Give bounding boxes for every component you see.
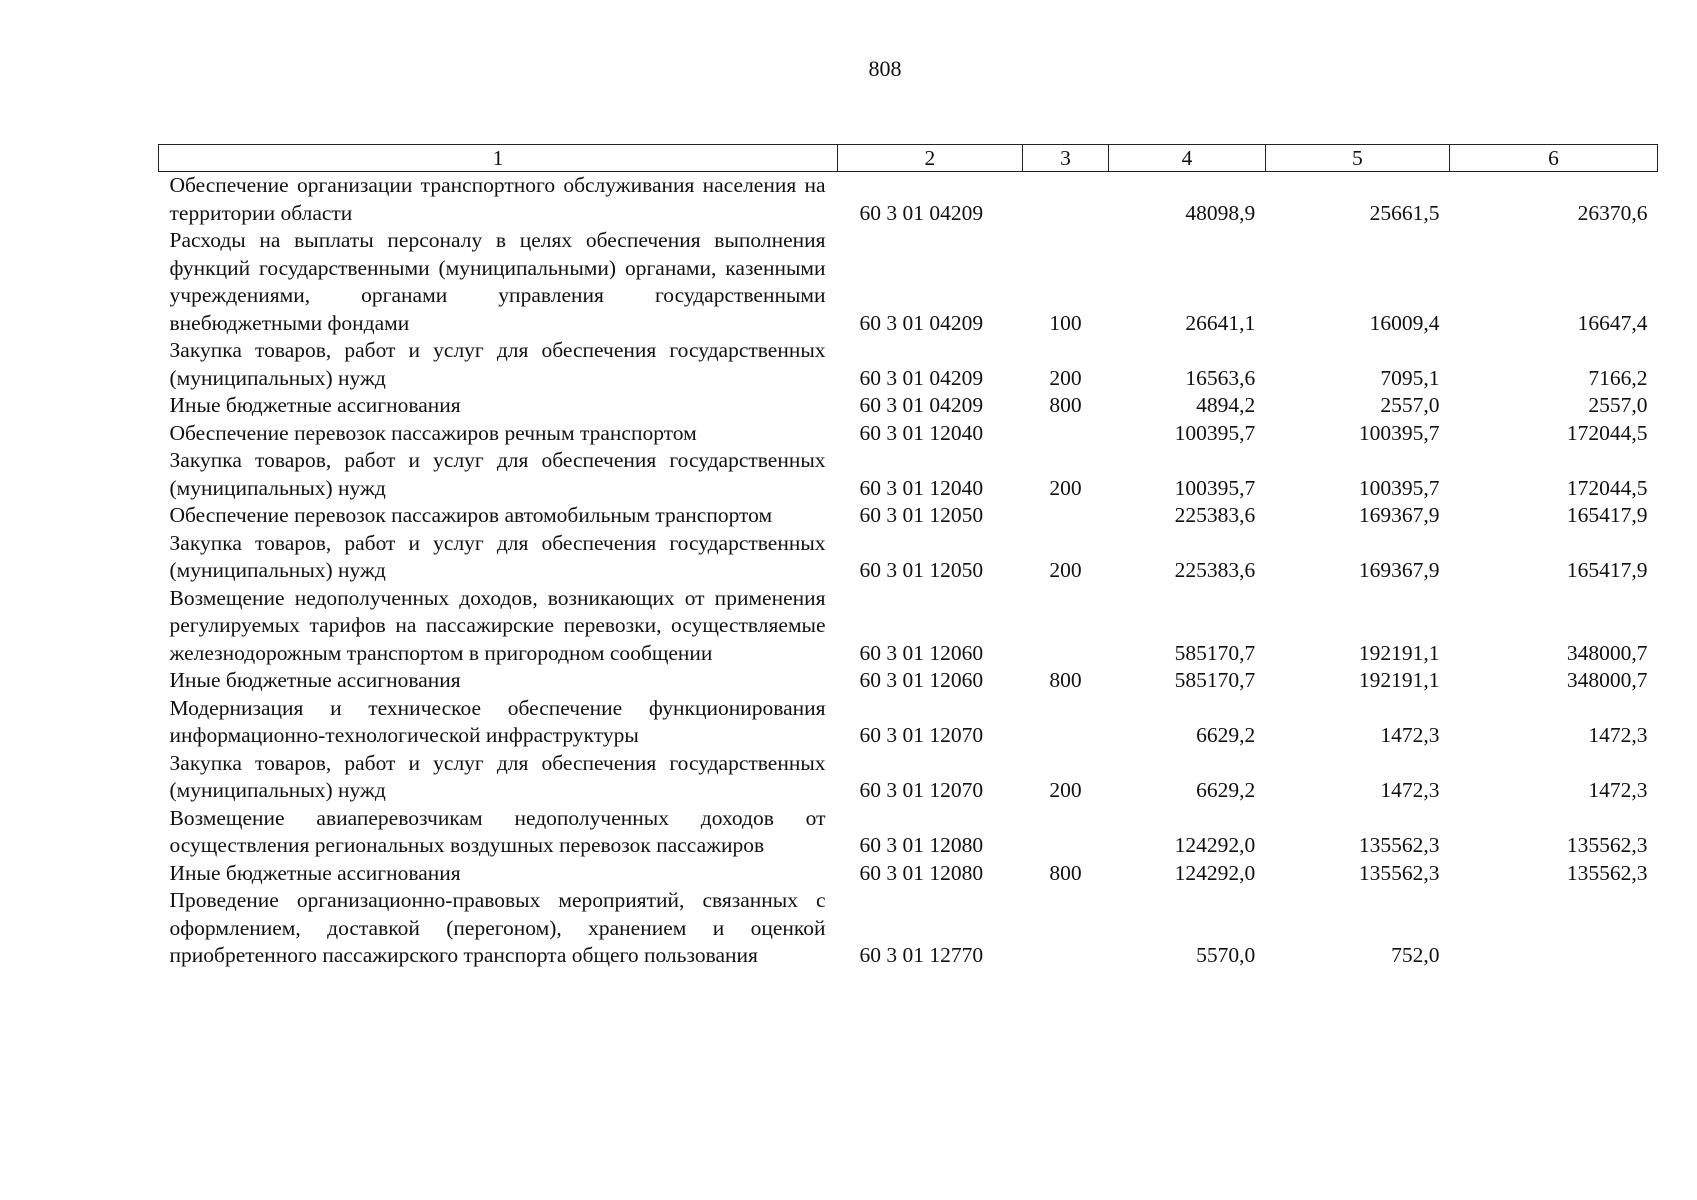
table-row — [159, 530, 1658, 585]
column-header-1: 1 — [159, 145, 838, 172]
row-value-col6: 2557,0 — [1588, 393, 1648, 417]
row-code-cell: 60 3 01 12060 — [859, 668, 984, 692]
row-code-cell: 60 3 01 04209 — [859, 200, 984, 225]
row-name-cell: Обеспечение организации транспортного обслуживания населения на территории области — [169, 173, 826, 225]
row-value-col6: 135562,3 — [1566, 860, 1648, 885]
row-value-col5: 169367,9 — [1358, 503, 1440, 527]
row-value-col4: 6629,2 — [1196, 723, 1256, 747]
row-value-col6: 172044,5 — [1566, 420, 1648, 445]
table-header-row — [159, 145, 1658, 172]
table-row — [159, 887, 1658, 970]
row-value-col4: 124292,0 — [1174, 860, 1256, 885]
row-value-col5: 7095,1 — [1380, 365, 1440, 390]
row-value-col6 — [1449, 887, 1657, 970]
table-row — [159, 750, 1658, 805]
row-type-cell: 200 — [1049, 475, 1082, 500]
row-code-cell: 60 3 01 04209 — [859, 365, 984, 390]
table-row — [159, 805, 1658, 860]
row-type-cell — [1022, 172, 1109, 228]
row-value-col4: 6629,2 — [1196, 778, 1256, 802]
row-code-cell: 60 3 01 12050 — [859, 558, 984, 582]
row-value-col5: 100395,7 — [1358, 420, 1440, 445]
row-value-col5: 1472,3 — [1380, 778, 1440, 802]
row-value-col5: 192191,1 — [1358, 668, 1440, 692]
row-name-cell: Расходы на выплаты персоналу в целях обеспечения выполнения функций государственными (муниципальными) органами, казенными учреждениями, органами управления государственными внебюджетными фондами — [169, 228, 826, 335]
row-name-cell: Модернизация и техническое обеспечение функционирования информационно-технологической инфраструктуры — [169, 695, 826, 747]
row-value-col5: 25661,5 — [1369, 200, 1440, 225]
row-value-col4: 100395,7 — [1174, 420, 1256, 445]
table-row — [159, 447, 1658, 502]
row-type-cell: 800 — [1049, 668, 1082, 692]
row-code-cell: 60 3 01 12040 — [859, 420, 984, 445]
table-body — [159, 172, 1658, 970]
column-header-6: 6 — [1449, 145, 1657, 172]
row-code-cell: 60 3 01 12050 — [859, 503, 984, 527]
table-row — [159, 860, 1658, 888]
row-type-cell — [1022, 695, 1109, 750]
row-value-col6: 1472,3 — [1588, 723, 1648, 747]
row-value-col4: 585170,7 — [1174, 640, 1256, 665]
row-code-cell: 60 3 01 12040 — [859, 475, 984, 500]
row-value-col5: 135562,3 — [1358, 860, 1440, 885]
row-value-col6: 7166,2 — [1588, 365, 1648, 390]
row-type-cell: 800 — [1049, 393, 1082, 417]
row-value-col6: 165417,9 — [1566, 558, 1648, 582]
row-name-cell: Закупка товаров, работ и услуг для обеспечения государственных (муниципальных) нужд — [169, 530, 826, 582]
row-value-col4: 16563,6 — [1185, 365, 1256, 390]
row-value-col5: 16009,4 — [1369, 310, 1440, 335]
row-value-col5: 135562,3 — [1358, 833, 1440, 857]
row-value-col4: 26641,1 — [1185, 310, 1256, 335]
row-name-cell: Обеспечение перевозок пассажиров автомобильным транспортом — [169, 503, 773, 527]
row-type-cell: 200 — [1049, 778, 1082, 802]
row-type-cell — [1022, 585, 1109, 668]
row-name-cell: Иные бюджетные ассигнования — [169, 860, 461, 885]
row-value-col6: 348000,7 — [1566, 668, 1648, 692]
row-value-col6: 16647,4 — [1577, 310, 1648, 335]
row-value-col6: 172044,5 — [1566, 475, 1648, 500]
row-name-cell: Иные бюджетные ассигнования — [169, 668, 461, 692]
row-code-cell: 60 3 01 04209 — [859, 310, 984, 335]
row-value-col4: 100395,7 — [1174, 475, 1256, 500]
row-type-cell — [1022, 502, 1109, 530]
row-value-col5: 169367,9 — [1358, 558, 1440, 582]
row-value-col5: 192191,1 — [1358, 640, 1440, 665]
row-value-col6: 26370,6 — [1577, 200, 1648, 225]
row-value-col4: 225383,6 — [1174, 503, 1256, 527]
table-row — [159, 227, 1658, 337]
row-value-col6: 1472,3 — [1588, 778, 1648, 802]
row-type-cell: 200 — [1049, 558, 1082, 582]
row-code-cell: 60 3 01 12070 — [859, 723, 984, 747]
row-value-col4: 5570,0 — [1196, 943, 1256, 967]
column-header-5: 5 — [1265, 145, 1449, 172]
row-value-col5: 1472,3 — [1380, 723, 1440, 747]
row-value-col4: 4894,2 — [1196, 393, 1256, 417]
row-type-cell — [1022, 420, 1109, 448]
row-name-cell: Обеспечение перевозок пассажиров речным транспортом — [169, 420, 697, 445]
column-header-2: 2 — [838, 145, 1023, 172]
table-row — [159, 172, 1658, 228]
row-name-cell: Проведение организационно-правовых мероприятий, связанных с оформлением, доставкой (перегоном), хранением и оценкой приобретенного пассажирского транспорта общего пользования — [169, 888, 826, 967]
row-name-cell: Иные бюджетные ассигнования — [169, 393, 461, 417]
row-value-col6: 165417,9 — [1566, 503, 1648, 527]
row-code-cell: 60 3 01 12080 — [859, 860, 984, 885]
row-value-col5: 2557,0 — [1380, 393, 1440, 417]
row-name-cell: Возмещение авиаперевозчикам недополученных доходов от осуществления региональных воздушных перевозок пассажиров — [169, 805, 826, 857]
row-code-cell: 60 3 01 12060 — [859, 640, 984, 665]
row-name-cell: Возмещение недополученных доходов, возникающих от применения регулируемых тарифов на пассажирские перевозки, осуществляемые железнодорожным транспортом в пригородном сообщении — [169, 585, 826, 665]
row-code-cell: 60 3 01 04209 — [859, 393, 984, 417]
table-row — [159, 667, 1658, 695]
table-row — [159, 392, 1658, 420]
row-type-cell — [1022, 887, 1109, 970]
row-name-cell: Закупка товаров, работ и услуг для обеспечения государственных (муниципальных) нужд — [169, 750, 826, 802]
budget-table — [158, 144, 1658, 970]
row-name-cell: Закупка товаров, работ и услуг для обеспечения государственных (муниципальных) нужд — [169, 448, 826, 500]
row-code-cell: 60 3 01 12080 — [859, 833, 984, 857]
row-code-cell: 60 3 01 12770 — [859, 943, 984, 967]
row-code-cell: 60 3 01 12070 — [859, 778, 984, 802]
row-value-col4: 225383,6 — [1174, 558, 1256, 582]
column-header-4: 4 — [1109, 145, 1265, 172]
row-value-col4: 124292,0 — [1174, 833, 1256, 857]
table-row — [159, 695, 1658, 750]
row-value-col4: 585170,7 — [1174, 668, 1256, 692]
row-value-col4: 48098,9 — [1185, 200, 1256, 225]
row-type-cell — [1022, 805, 1109, 860]
row-type-cell: 800 — [1049, 860, 1082, 885]
column-header-3: 3 — [1022, 145, 1109, 172]
table-row — [159, 585, 1658, 668]
row-name-cell: Закупка товаров, работ и услуг для обеспечения государственных (муниципальных) нужд — [169, 338, 826, 390]
row-type-cell: 200 — [1049, 365, 1082, 390]
row-value-col5: 752,0 — [1391, 943, 1440, 967]
row-value-col6: 135562,3 — [1566, 833, 1648, 857]
page-number: 808 — [868, 56, 902, 81]
row-value-col5: 100395,7 — [1358, 475, 1440, 500]
row-value-col6: 348000,7 — [1566, 640, 1648, 665]
row-type-cell: 100 — [1049, 310, 1082, 335]
table-row — [159, 337, 1658, 392]
table-row — [159, 502, 1658, 530]
table-row — [159, 420, 1658, 448]
